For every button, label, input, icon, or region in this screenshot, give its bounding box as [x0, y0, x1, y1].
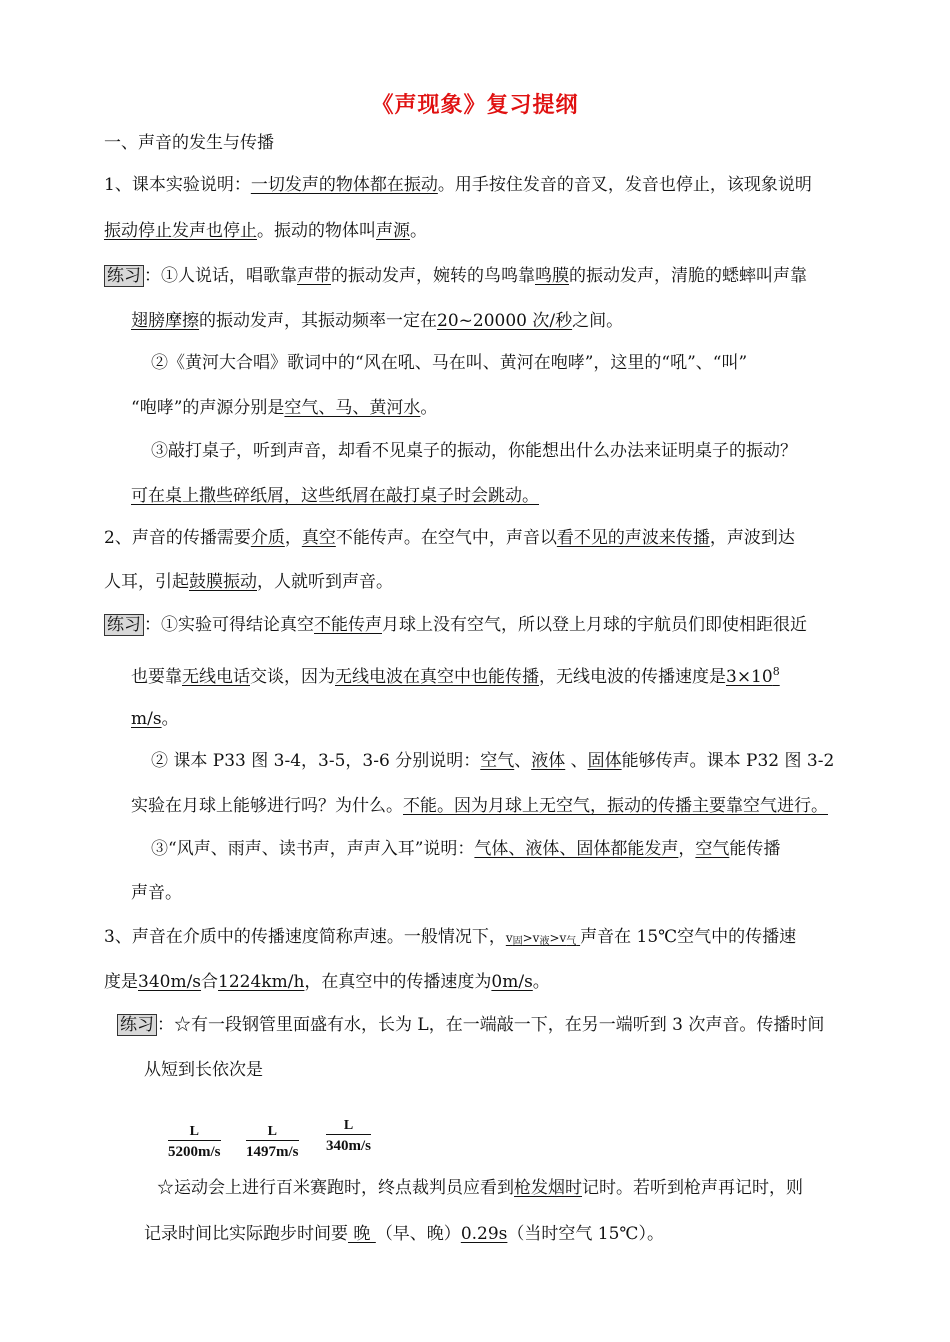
text: ，声波到达 [709, 528, 795, 548]
paragraph-2-line-1 [104, 526, 795, 550]
section-heading [104, 131, 274, 155]
exercise-2-3-line-1 [151, 837, 780, 861]
subscript: 气 [566, 936, 577, 947]
text: （早、晚） [375, 1224, 461, 1244]
paragraph-1-line-1 [104, 173, 812, 197]
text: 。 [420, 398, 438, 418]
answer: 空气 [480, 751, 515, 771]
text: 。振动的物体叫 [257, 221, 376, 241]
text: 。 [532, 972, 550, 992]
text: ：☆有一段钢管里面盛有水，长为 L，在一端敲一下，在另一端听到 3 次声音。传播时间 [157, 1015, 825, 1035]
answer-text: 3×10 [726, 667, 773, 687]
answer: 一切发声的物体都在振动 [250, 175, 438, 195]
answer: 空气、马、黄河水 [284, 398, 421, 418]
text: ☆运动会上进行百米赛跑时，终点裁判员应看到 [157, 1178, 514, 1198]
text: ：①实验可得结论真空 [144, 615, 314, 635]
text: 。 [161, 709, 179, 729]
exercise-1-3-line-2 [131, 484, 539, 508]
answer: 空气 [695, 839, 730, 859]
answer: 340m/s [138, 972, 202, 992]
exercise-label: 练习 [104, 265, 144, 287]
answer: 固体 [587, 751, 622, 771]
exercise-3-2-line-2 [144, 1222, 664, 1246]
answer: 无线电话 [182, 667, 250, 687]
exercise-1-2-line-1 [151, 351, 747, 375]
text: 。 [410, 221, 427, 241]
paragraph-2-line-2 [104, 570, 393, 594]
text: ② 课本 P33 图 3-4，3-5，3-6 分别说明： [151, 751, 481, 771]
text: ， [284, 528, 302, 548]
exercise-2-2-line-2 [131, 794, 828, 818]
answer: 液体 [531, 751, 566, 771]
v: v [505, 931, 513, 945]
answer: 振动停止发声也停止 [104, 221, 257, 241]
text: ②《黄河大合唱》歌词中的“风在吼、马在叫、黄河在咆哮”，这里的“吼”、“叫” [151, 353, 748, 373]
fraction-water [246, 1124, 299, 1163]
answer: 不能传声 [314, 615, 382, 635]
exercise-1-line-1 [104, 264, 807, 288]
fraction-air [326, 1118, 371, 1157]
text: 声音。 [131, 883, 182, 903]
answer: 1224km/h [218, 972, 305, 992]
text: 之间。 [572, 311, 624, 331]
text: 3、声音在介质中的传播速度简称声速。一般情况下， [104, 927, 506, 947]
fraction-numerator: L [168, 1124, 221, 1141]
paragraph-3-line-1 [104, 925, 796, 954]
text: 1、课本实验说明： [104, 175, 251, 195]
text: 从短到长依次是 [144, 1060, 263, 1080]
paragraph-3-line-2 [104, 970, 550, 994]
answer: 看不见的声波来传播 [556, 528, 710, 548]
answer: 真空 [301, 528, 336, 548]
text: 、 [565, 751, 588, 771]
answer: 不能。因为月球上无空气，振动的传播主要靠空气进行。 [403, 796, 828, 816]
text: 能够传声。课本 P32 图 3-2 [621, 751, 835, 771]
text: 2、声音的传播需要 [104, 528, 251, 548]
text: 的振动发声，清脆的蟋蟀叫声靠 [569, 266, 807, 286]
answer: 鸣膜 [535, 266, 569, 286]
v: >v [549, 931, 567, 945]
fraction-numerator: L [246, 1124, 299, 1141]
answer: 气体、液体、固体都能发声 [474, 839, 679, 859]
text: ③“风声、雨声、读书声，声声入耳”说明： [151, 839, 475, 859]
fraction-steel [168, 1124, 221, 1163]
answer: 声带 [297, 266, 331, 286]
exercise-1-2-line-2 [131, 396, 437, 420]
text: 的振动发声，其振动频率一定在 [199, 311, 437, 331]
answer: 晚 [348, 1224, 376, 1244]
answer: 介质 [250, 528, 285, 548]
fraction-denominator: 5200m/s [168, 1144, 221, 1160]
text: 也要靠 [131, 667, 182, 687]
text: ③敲打桌子，听到声音，却看不见桌子的振动，你能想出什么办法来证明桌子的振动？ [151, 441, 797, 461]
section-heading-text: 一、声音的发生与传播 [104, 133, 274, 153]
answer: 枪发烟时 [514, 1178, 582, 1198]
exercise-2-line-2 [131, 660, 780, 689]
text: 的振动发声，婉转的鸟鸣靠 [331, 266, 535, 286]
text: 记录时间比实际跑步时间要 [144, 1224, 348, 1244]
answer [726, 667, 780, 687]
text: ：①人说话，唱歌靠 [144, 266, 297, 286]
fraction-numerator: L [326, 1118, 371, 1135]
fraction-denominator: 340m/s [326, 1138, 371, 1154]
exercise-label: 练习 [117, 1014, 157, 1036]
text: 记时。若听到枪声再记时，则 [582, 1178, 803, 1198]
subscript: 液 [539, 936, 550, 947]
text: ， [678, 839, 696, 859]
answer: 0m/s [491, 972, 533, 992]
speed-relation [506, 931, 580, 945]
text: ，在真空中的传播速度为 [304, 972, 492, 992]
text: ，无线电波的传播速度是 [539, 667, 726, 687]
superscript: 8 [772, 665, 780, 678]
answer: 0.29s [460, 1224, 508, 1244]
answer: 鼓膜振动 [189, 572, 257, 592]
exercise-3-line-1 [117, 1013, 824, 1037]
text: 声音在 15℃空气中的传播速 [580, 927, 797, 947]
exercise-2-line-3 [131, 707, 179, 731]
exercise-3-line-2 [144, 1058, 263, 1082]
text: 、 [514, 751, 532, 771]
exercise-label: 练习 [104, 614, 144, 636]
text: 月球上没有空气，所以登上月球的宇航员们即使相距很近 [382, 615, 807, 635]
text: 能传播 [729, 839, 781, 859]
answer: 20~20000 次/秒 [437, 311, 573, 331]
subscript: 固 [512, 936, 523, 947]
page-title: 《声现象》复习提纲 [371, 93, 579, 118]
answer: 可在桌上撒些碎纸屑，这些纸屑在敲打桌子时会跳动。 [131, 486, 539, 506]
exercise-2-2-line-1 [151, 749, 834, 773]
exercise-1-line-2 [131, 309, 623, 333]
answer: m/s [131, 709, 162, 729]
text: 合 [201, 972, 219, 992]
text: 度是 [104, 972, 138, 992]
v: >v [522, 931, 540, 945]
answer: 无线电波在真空中也能传播 [335, 667, 539, 687]
paragraph-1-line-2 [104, 219, 427, 243]
text: “咆哮”的声源分别是 [131, 398, 285, 418]
fraction-denominator: 1497m/s [246, 1144, 299, 1160]
text: 实验在月球上能够进行吗？为什么。 [131, 796, 403, 816]
text: 。用手按住发音的音叉，发音也停止，该现象说明 [437, 175, 812, 195]
answer: 声源 [376, 221, 410, 241]
exercise-3-2-line-1 [157, 1176, 803, 1200]
text: 人耳，引起 [104, 572, 189, 592]
text: 交谈，因为 [250, 667, 335, 687]
exercise-1-3-line-1 [151, 439, 797, 463]
text: 不能传声。在空气中，声音以 [335, 528, 557, 548]
answer: 翅膀摩擦 [131, 311, 199, 331]
exercise-2-line-1 [104, 613, 807, 637]
exercise-2-3-line-2 [131, 881, 182, 905]
text: （当时空气 15℃）。 [507, 1224, 664, 1244]
text: ，人就听到声音。 [257, 572, 393, 592]
